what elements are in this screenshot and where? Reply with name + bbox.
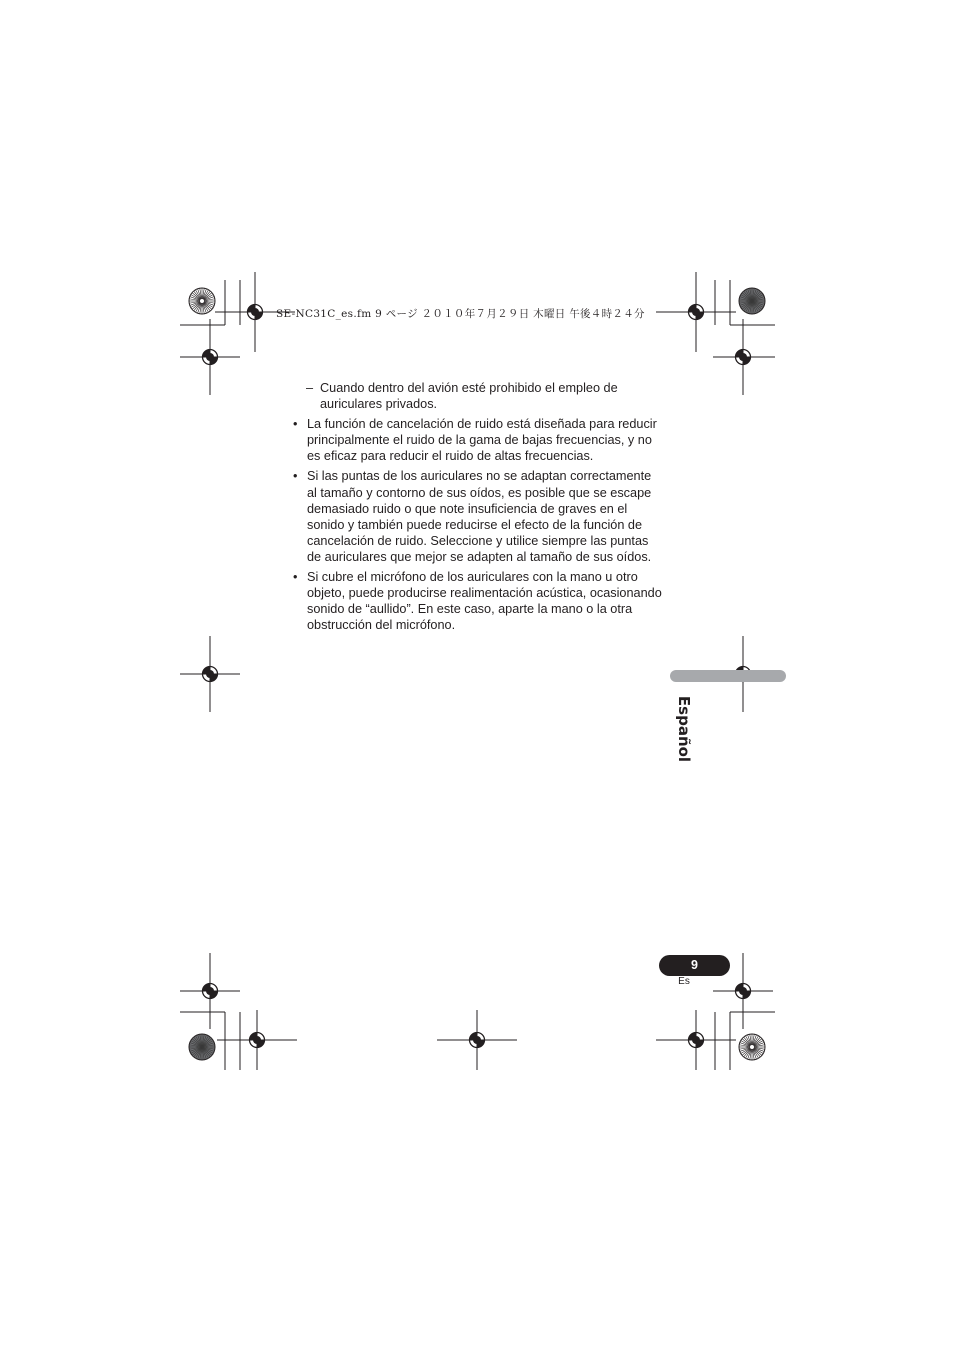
crosshair-mark (180, 953, 240, 1029)
bullet-mark: • (293, 570, 298, 585)
bullet-text: Si las puntas de los auriculares no se adaptan correctamente al tamaño y contorno de sus oídos, es posible que se escape demasiado ruido o que note insuficiencia de graves en el sonido y también puede reducirse el efecto de la función de cancelación de ruido. Seleccione y utilice siempre las puntas de auriculares que mejor se adapten al tamaño de sus oídos. (307, 469, 652, 564)
bullet-item (292, 569, 664, 633)
language-code: Es (678, 976, 690, 987)
bullet-mark: • (293, 417, 298, 432)
starburst-mark (739, 288, 765, 314)
body-text (292, 380, 664, 637)
bullet-item (292, 468, 664, 565)
crosshair-mark (180, 636, 240, 712)
bullet-item (292, 416, 664, 464)
language-tab-bar (670, 670, 786, 682)
bullet-text: Si cubre el micrófono de los auriculares con la mano u otro objeto, puede producirse realimentación acústica, ocasionando sonido de “aullido”. En este caso, aparte la mano o la otra obstrucción del micrófono. (307, 570, 662, 633)
starburst-mark (189, 288, 215, 314)
crosshair-mark (437, 1010, 517, 1070)
starburst-mark (189, 1034, 215, 1060)
language-tab-label: Español (675, 695, 693, 763)
page-number: 9 (659, 955, 730, 976)
file-info-header: SE-NC31C_es.fm 9 ページ ２０１０年７月２９日 木曜日 午後４時２４分 (276, 308, 645, 320)
dash-list-item (292, 380, 664, 412)
language-tab (670, 690, 700, 770)
bullet-mark: • (293, 469, 298, 484)
crosshair-mark (180, 319, 240, 395)
crosshair-mark (656, 272, 736, 352)
dash-item-text: Cuando dentro del avión esté prohibido el empleo de auriculares privados. (320, 381, 618, 412)
crosshair-mark (713, 319, 773, 395)
bullet-text: La función de cancelación de ruido está diseñada para reducir principalmente el ruido de la gama de bajas frecuencias, y no es eficaz para reducir el ruido de altas frecuencias. (307, 417, 657, 464)
crosshair-mark (656, 1010, 736, 1070)
starburst-mark (739, 1034, 765, 1060)
dash-mark: – (306, 381, 314, 395)
crosshair-mark (217, 1010, 297, 1070)
